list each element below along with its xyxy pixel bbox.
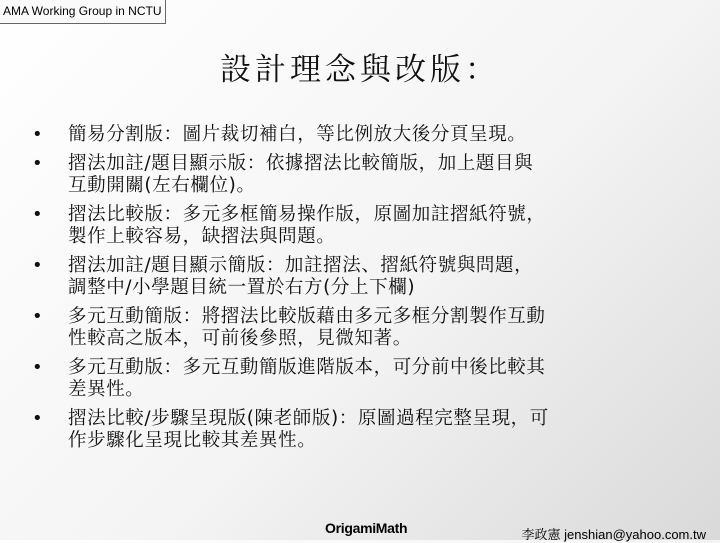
list-item	[28, 153, 688, 197]
bullet-dot-icon: •	[32, 255, 44, 276]
list-item	[28, 255, 688, 299]
slide-title: 設計理念與改版：	[220, 52, 500, 88]
group-tag: AMA Working Group in NCTU	[0, 0, 166, 24]
bullet-text-line: 調整中/小學題目統一置於右方(分上下欄)	[68, 277, 416, 298]
bullet-dot-icon: •	[32, 153, 44, 174]
bullet-text-line: 摺法比較版：多元多框簡易操作版，原圖加註摺紙符號，	[68, 204, 546, 225]
footer-brand: OrigamiMath	[325, 520, 408, 536]
list-item	[28, 306, 688, 350]
list-item	[28, 204, 688, 248]
bullet-text-line: 簡易分割版：圖片裁切補白，等比例放大後分頁呈現。	[68, 124, 527, 145]
bullet-dot-icon: •	[32, 204, 44, 225]
bullet-text-line: 互動開關(左右欄位)。	[68, 175, 256, 196]
bullet-text-line: 摺法加註/題目顯示版：依據摺法比較簡版，加上題目與	[68, 153, 534, 174]
list-item	[28, 124, 688, 146]
bullet-text-line: 製作上較容易，缺摺法與問題。	[68, 226, 336, 247]
list-item	[28, 357, 688, 401]
list-item	[28, 408, 688, 452]
bullet-dot-icon: •	[32, 124, 44, 145]
bullet-text-line: 摺法比較/步驟呈現版(陳老師版)：原圖過程完整呈現，可	[68, 408, 549, 429]
bullet-dot-icon: •	[32, 408, 44, 429]
bullet-list	[28, 124, 688, 459]
bullet-text-line: 摺法加註/題目顯示簡版：加註摺法、摺紙符號與問題，	[68, 255, 534, 276]
bullet-text-line: 差異性。	[68, 379, 145, 400]
bullet-text-line: 多元互動簡版：將摺法比較版藉由多元多框分割製作互動	[68, 306, 546, 327]
bullet-text-line: 作步驟化呈現比較其差異性。	[68, 430, 317, 451]
bullet-text-line: 性較高之版本，可前後參照，見微知著。	[68, 328, 412, 349]
footer-author: 李政憲 jenshian@yahoo.com.tw	[521, 527, 706, 542]
bullet-text-line: 多元互動版：多元互動簡版進階版本，可分前中後比較其	[68, 357, 546, 378]
bullet-dot-icon: •	[32, 306, 44, 327]
bullet-dot-icon: •	[32, 357, 44, 378]
